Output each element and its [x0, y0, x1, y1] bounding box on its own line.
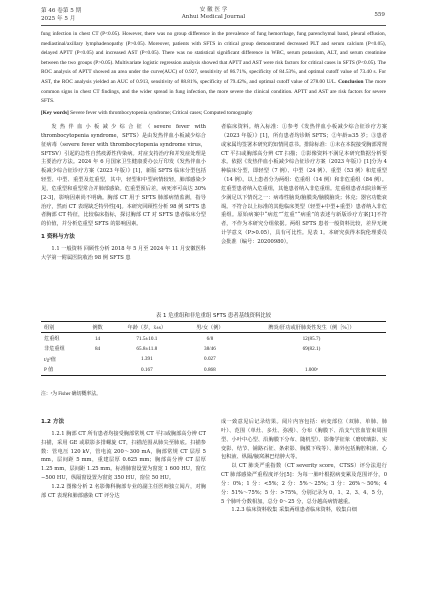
table-caption: 表 1 危重组和非危重组 SFTS 患者基线资料比较 [155, 313, 272, 319]
table-cell: 71.5±10.1 [136, 335, 158, 342]
intro-paragraph: 发热伴血小板减少综合征（severe fever with thrombocytopenia syndrome，SFTS）是由发热伴血小板减少综合征病毒（severe fever with thrombocytopenia syndrome virus，SFTSV）引起的急性自然疫源性传染病。对症支持治疗和并发症处理是主要治疗方法。2024 年 6 月国家卫生健康委办公厅印发《发热伴血小板减少综合征诊疗方案（2023 年版）》[1]，新版 SFTS 临床分型包括轻型、中型、重型及危重型，其中，轻型和中型病情较轻，肺部感染少见，危重型和重型常合并肺部感染。危重型预后差，病死率可高达 30%[2-3]，影响因素尚不明确。胸部 CT 用于 SFTS 肺部病情监测，指导治疗，然而 CT 表现缺乏特异性[4]。本研究回顾性分析 98 例 SFTS 患者胸部 CT 特征，比较临床指标，探讨胸部 CT 对 SFTS 患者临床分型的价值，并分析危重型 SFTS 的影响因素。 [41, 124, 206, 228]
table-row [41, 344, 386, 354]
table-cell [237, 354, 386, 364]
image-analysis-paragraph: 1.2.2 图像分析 2 名影像科胸部专业的副主任医师独立阅片，对胸部 CT 表现和肺部感染 CT 评分达 [41, 483, 206, 499]
issue-label: 第 46 卷第 5 期 [41, 8, 82, 14]
conclusion-label: Conclusion [338, 78, 364, 85]
table-header-row [41, 322, 386, 333]
table-cell: 0.167 [141, 366, 153, 373]
table-cell: 38/46 [203, 345, 216, 352]
table-cell: 危重组 [44, 336, 60, 343]
keywords-label: [Key words] [41, 110, 69, 116]
col-header-n: 例数 [92, 324, 103, 331]
col-header-complication: 脾炎/肝功或肝肺炎性发生（例［%］） [268, 324, 355, 331]
keywords-text: Severe fever with thrombocytopenia syndrome; Critical cases; Computed tomography [70, 110, 253, 116]
table-cell: 1.000ᵃ [304, 366, 318, 373]
table-cell [84, 365, 111, 376]
inclusion-criteria-paragraph: 者临床资料。纳入标准：①参考《发热伴血小板减少综合征诊疗方案（2023 年版）》[1]，所有患者均诊断 SFTS；②年龄≥35 岁；③患者或家属均签署本研究的知情同意书。排除标准：①未在本院接受胸部常规 CT 平扫或胸部高分辨 CT 扫描；②影像资料不满足本研究数据分析要求。依据《发热伴血小板减少综合征诊疗方案（2023 年版）》[1]分为 4 种临床分型，即轻型（7 例）、中型（24 例）、重型（53 例）和危重型（14 例）。以上患者分为两组：危重组（14 例）和非危重组（84 例）。危重型患者纳入危重组，其他患者纳入非危重组。危重组患者出院诊断至少满足以下情况之一：病毒性脑炎/脑膜炎/脑膜脑炎；休克；器官功能衰竭。不符合以上标准的其他临床类型（轻型+中型+重型）患者纳入非危重组。原始病案中“病危”“危重”“病重”的表述与新版诊疗方案[1]不符者，不作为本研究分组依据。两组 SFTS 患者一般资料比较，差异无统计学意义（P>0.05），具有可比性。见表 1。本研究获得本院伦理委员会批准（编号：20200980）。 [221, 124, 388, 245]
table-cell: 0.868 [204, 366, 216, 373]
table-cell: 0.027 [204, 356, 216, 363]
ctss-paragraph: 以 CT 肺炎严重指数（CT severity score，CTSS）评分法进行 CT 肺部感染严重程度评分[5]：为每一肺叶根据病变累及范围评分，0 分：0%；1 分：<5%；2 分：5%～25%；3 分：26%～50%；4 分：51%～75%；5 分：>75%，分别记录为 0、1、2、3、4、5 分，5 个肺叶分数相加，总分 0～25 分，总分越高病情越重。 [221, 463, 387, 505]
table-cell [84, 354, 111, 364]
conclusion-text: The more common signs in chest CT findings, and the wider spread in fung infection, the more severe the clinical condition. APTT and AST are risk factors for severe SFTS. [41, 78, 386, 105]
table-cell: t/χ²值 [44, 356, 56, 363]
table-cell: 6/8 [206, 335, 214, 342]
running-header-center [0, 7, 427, 21]
reading-content-paragraph: 成一致意见后记录结果。阅片内容包括：病变部位（双肺、单肺、肺叶）、范围（单灶、多灶、弥漫）、分布（胸膜下、沿支气管血管束周围型、小叶中心型、沿胸膜下分布、随机型）、影像学征象（磨玻璃影、实变影、结节、铺路石征、条索影、胸膜下线等）、肺外包括胸腔积液、心包积液、纵隔/腋窝淋巴结肿大等。 [221, 419, 387, 461]
section-heading-methods: 1 资料与方法 [41, 234, 75, 241]
table-row [41, 354, 386, 364]
ct-scan-paragraph: 1.2.1 胸部 CT 所有患者均接受胸部常规 CT 平扫或胸部高分辨 CT 扫描，采用 GE 或联影多排螺旋 CT，扫描范围从肺尖至肺底。扫描参数：管电压 120 kV，管电流 200～300 mA，胸部常规 CT 层厚 5 mm，层间距 5 mm，重建层厚 0.625 mm；胸部高分辨 CT 层厚 1.25 mm，层间距 1.25 mm。标准肺窗设置为窗宽 1 600 HU，窗位 −500 HU，纵隔窗设置为窗宽 350 HU，窗位 50 HU。 [41, 430, 206, 482]
journal-title-cn: 安 徽 医 学 [199, 7, 228, 13]
journal-title-en: Anhui Medical Journal [181, 14, 246, 21]
table-cell: 12(85.7) [302, 335, 321, 342]
col-header-sex: 男/女（例） [196, 324, 224, 331]
col-header-group: 组别 [44, 324, 55, 331]
body-column-right [221, 123, 387, 247]
body-column-left-lower [41, 418, 206, 501]
table-row [41, 365, 386, 376]
table-cell: 65.8±11.8 [136, 345, 158, 352]
body-column-right-lower [221, 418, 387, 515]
table-cell: P 值 [44, 367, 54, 374]
table-cell: 非危重组 [44, 346, 65, 353]
table-cell: 69(82.1) [302, 345, 321, 352]
baseline-table [41, 321, 386, 376]
clinical-data-paragraph: 1.2.3 临床资料收集 采集两组患者临床资料，收集白细 [231, 507, 357, 514]
table-cell: 14 [94, 335, 101, 342]
page-number: 559 [374, 12, 385, 18]
english-abstract [41, 30, 386, 107]
header-rule [41, 25, 386, 26]
general-data-paragraph: 1.1 一般资料 回顾性分析 2018 年 5 月至 2024 年 11 月安徽医科大学第一附属医院收治 98 例 SFTS 患 [41, 245, 206, 261]
table-footnote: 注：ᵃ为 Fisher 确切概率法。 [41, 392, 102, 397]
abstract-results-text: fung infection in chest CT (P<0.05). However, there was no group difference in the prevalence of fung hemorrhage, fung parenchymal band, pleural effusion, mediastinal/axillary lymphadenopathy (P>0.05). Moreover, patients with SFTS in critical group demonstrated decreased PLT and serum calcium (P<0.05), delayed APTT (P<0.05) and increased AST (P<0.05). There was no statistical significant difference in WBC, serum potassium, ALT, and serum creatinine between the two groups (P>0.05). Multivariate logistic regression analysis showed that APTT and AST were risk factors for critical cases in SFTS (P<0.05). The ROC analysis of APTT showed an area under the curve(AUC) of 0.927, sensitivity of 86.71%, specificity of 84.53%, and optimal cutoff value of 73.40 s. For AST, the ROC analysis yielded an AUC of 0.913, sensitivity of 88.81%, specificity of 79.42%, and optimal cutoff value of 278.00 U/L. [41, 31, 386, 85]
col-header-age: 年龄（岁，x̄±s） [127, 324, 167, 331]
keywords-line [41, 109, 386, 117]
table-cell: 1.391 [141, 356, 153, 363]
body-column-left [41, 123, 206, 263]
date-label: 2025 年 5 月 [41, 16, 76, 22]
table-cell: 84 [94, 345, 101, 352]
table-row [41, 333, 386, 344]
section-heading-methods-detail: 1.2 方法 [41, 419, 65, 425]
